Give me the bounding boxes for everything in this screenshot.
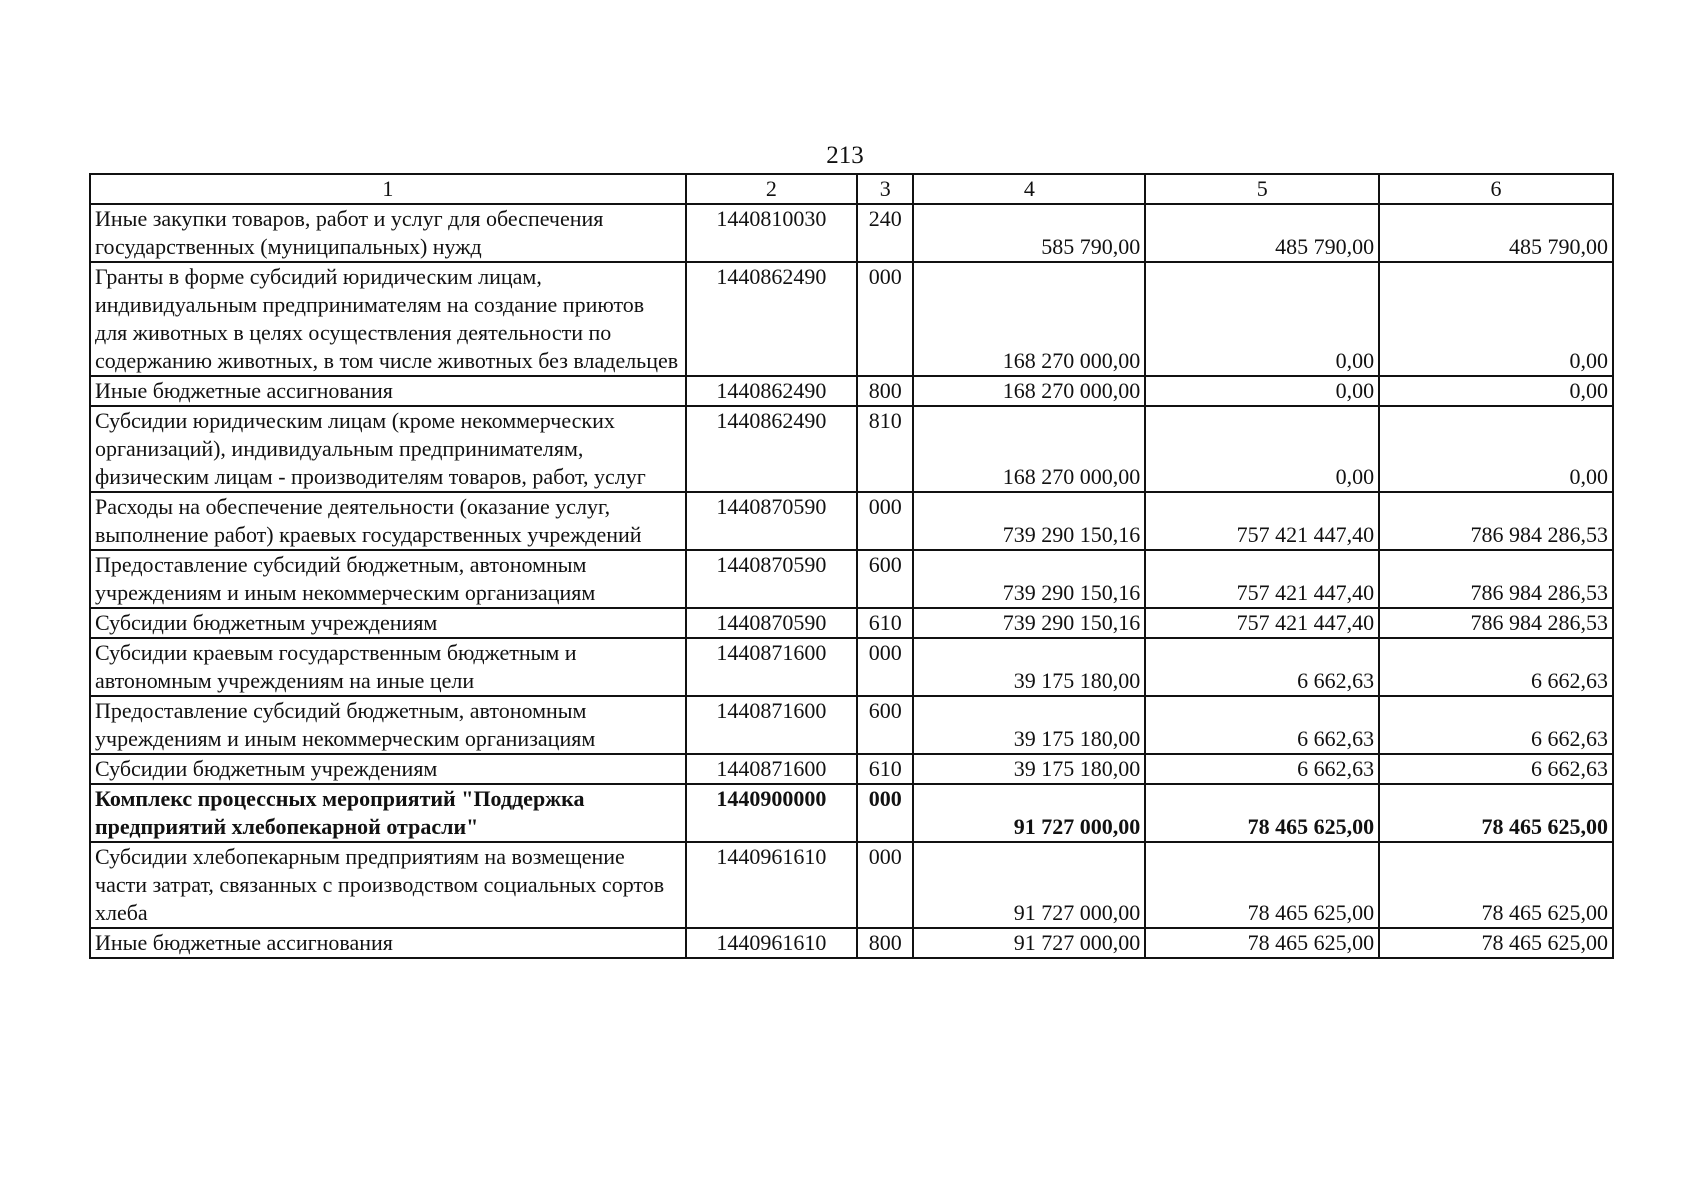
- row-target-code: 1440871600: [686, 638, 857, 696]
- row-amount-col5: 757 421 447,40: [1145, 550, 1379, 608]
- row-amount-col5: 78 465 625,00: [1145, 928, 1379, 958]
- row-amount-col6: 485 790,00: [1379, 204, 1613, 262]
- row-expense-type: 610: [857, 754, 913, 784]
- row-amount-col4: 39 175 180,00: [913, 754, 1145, 784]
- row-target-code: 1440870590: [686, 492, 857, 550]
- row-amount-col6: 786 984 286,53: [1379, 608, 1613, 638]
- table-row: [90, 492, 1613, 550]
- row-expense-type: 600: [857, 550, 913, 608]
- row-target-code: 1440862490: [686, 262, 857, 376]
- row-target-code: 1440810030: [686, 204, 857, 262]
- table-row: [90, 550, 1613, 608]
- row-amount-col4: 739 290 150,16: [913, 608, 1145, 638]
- row-expense-type: 000: [857, 492, 913, 550]
- table-row: [90, 784, 1613, 842]
- row-name: Субсидии юридическим лицам (кроме некоммерческих организаций), индивидуальным предпринимателям, физическим лицам - производителям товаров, работ, услуг: [90, 406, 686, 492]
- row-expense-type: 610: [857, 608, 913, 638]
- row-expense-type: 000: [857, 262, 913, 376]
- table-row: [90, 262, 1613, 376]
- row-name: Иные бюджетные ассигнования: [90, 928, 686, 958]
- row-amount-col4: 39 175 180,00: [913, 696, 1145, 754]
- budget-table-body: [90, 174, 1613, 958]
- row-amount-col6: 0,00: [1379, 262, 1613, 376]
- row-expense-type: 000: [857, 638, 913, 696]
- row-amount-col5: 6 662,63: [1145, 638, 1379, 696]
- row-name: Предоставление субсидий бюджетным, автономным учреждениям и иным некоммерческим организациям: [90, 696, 686, 754]
- row-target-code: 1440900000: [686, 784, 857, 842]
- row-target-code: 1440870590: [686, 550, 857, 608]
- row-name: Иные закупки товаров, работ и услуг для обеспечения государственных (муниципальных) нужд: [90, 204, 686, 262]
- row-amount-col5: 78 465 625,00: [1145, 784, 1379, 842]
- column-number-row: [90, 174, 1613, 204]
- row-amount-col5: 0,00: [1145, 376, 1379, 406]
- row-target-code: 1440870590: [686, 608, 857, 638]
- row-amount-col5: 6 662,63: [1145, 696, 1379, 754]
- row-expense-type: 800: [857, 928, 913, 958]
- row-amount-col5: 6 662,63: [1145, 754, 1379, 784]
- row-target-code: 1440871600: [686, 754, 857, 784]
- row-name: Гранты в форме субсидий юридическим лицам, индивидуальным предпринимателям на создание приютов для животных в целях осуществления деятельности по содержанию животных, в том числе животных без владельцев: [90, 262, 686, 376]
- row-amount-col6: 6 662,63: [1379, 696, 1613, 754]
- row-name: Комплекс процессных мероприятий "Поддержка предприятий хлебопекарной отрасли": [90, 784, 686, 842]
- row-name: Иные бюджетные ассигнования: [90, 376, 686, 406]
- row-target-code: 1440871600: [686, 696, 857, 754]
- row-amount-col4: 168 270 000,00: [913, 376, 1145, 406]
- row-amount-col5: 485 790,00: [1145, 204, 1379, 262]
- row-expense-type: 000: [857, 842, 913, 928]
- row-amount-col5: 757 421 447,40: [1145, 492, 1379, 550]
- row-target-code: 1440961610: [686, 842, 857, 928]
- row-amount-col4: 168 270 000,00: [913, 262, 1145, 376]
- column-number-1: 1: [90, 174, 686, 204]
- row-amount-col4: 91 727 000,00: [913, 784, 1145, 842]
- column-number-2: 2: [686, 174, 857, 204]
- table-row: [90, 608, 1613, 638]
- row-amount-col4: 39 175 180,00: [913, 638, 1145, 696]
- row-amount-col6: 78 465 625,00: [1379, 842, 1613, 928]
- column-number-6: 6: [1379, 174, 1613, 204]
- row-name: Предоставление субсидий бюджетным, автономным учреждениям и иным некоммерческим организациям: [90, 550, 686, 608]
- row-expense-type: 600: [857, 696, 913, 754]
- row-amount-col6: 6 662,63: [1379, 638, 1613, 696]
- table-row: [90, 638, 1613, 696]
- row-amount-col5: 0,00: [1145, 262, 1379, 376]
- table-row: [90, 696, 1613, 754]
- row-expense-type: 800: [857, 376, 913, 406]
- row-amount-col6: 786 984 286,53: [1379, 492, 1613, 550]
- row-expense-type: 000: [857, 784, 913, 842]
- column-number-3: 3: [857, 174, 913, 204]
- row-name: Субсидии хлебопекарным предприятиям на возмещение части затрат, связанных с производством социальных сортов хлеба: [90, 842, 686, 928]
- table-row: [90, 204, 1613, 262]
- row-amount-col4: 91 727 000,00: [913, 928, 1145, 958]
- page-number: 213: [826, 142, 864, 169]
- row-amount-col4: 168 270 000,00: [913, 406, 1145, 492]
- row-expense-type: 810: [857, 406, 913, 492]
- row-amount-col4: 739 290 150,16: [913, 492, 1145, 550]
- row-target-code: 1440961610: [686, 928, 857, 958]
- row-expense-type: 240: [857, 204, 913, 262]
- column-number-4: 4: [913, 174, 1145, 204]
- table-row: [90, 928, 1613, 958]
- row-target-code: 1440862490: [686, 376, 857, 406]
- row-amount-col5: 0,00: [1145, 406, 1379, 492]
- row-amount-col6: 78 465 625,00: [1379, 928, 1613, 958]
- row-amount-col6: 0,00: [1379, 406, 1613, 492]
- table-row: [90, 754, 1613, 784]
- row-amount-col4: 91 727 000,00: [913, 842, 1145, 928]
- row-amount-col5: 78 465 625,00: [1145, 842, 1379, 928]
- row-amount-col4: 585 790,00: [913, 204, 1145, 262]
- row-amount-col6: 6 662,63: [1379, 754, 1613, 784]
- row-amount-col4: 739 290 150,16: [913, 550, 1145, 608]
- column-number-5: 5: [1145, 174, 1379, 204]
- table-row: [90, 842, 1613, 928]
- row-amount-col5: 757 421 447,40: [1145, 608, 1379, 638]
- row-amount-col6: 786 984 286,53: [1379, 550, 1613, 608]
- row-name: Субсидии бюджетным учреждениям: [90, 754, 686, 784]
- row-name: Субсидии краевым государственным бюджетным и автономным учреждениям на иные цели: [90, 638, 686, 696]
- row-name: Субсидии бюджетным учреждениям: [90, 608, 686, 638]
- budget-table: [89, 173, 1614, 959]
- row-amount-col6: 78 465 625,00: [1379, 784, 1613, 842]
- row-target-code: 1440862490: [686, 406, 857, 492]
- table-row: [90, 376, 1613, 406]
- row-name: Расходы на обеспечение деятельности (оказание услуг, выполнение работ) краевых государственных учреждений: [90, 492, 686, 550]
- row-amount-col6: 0,00: [1379, 376, 1613, 406]
- table-row: [90, 406, 1613, 492]
